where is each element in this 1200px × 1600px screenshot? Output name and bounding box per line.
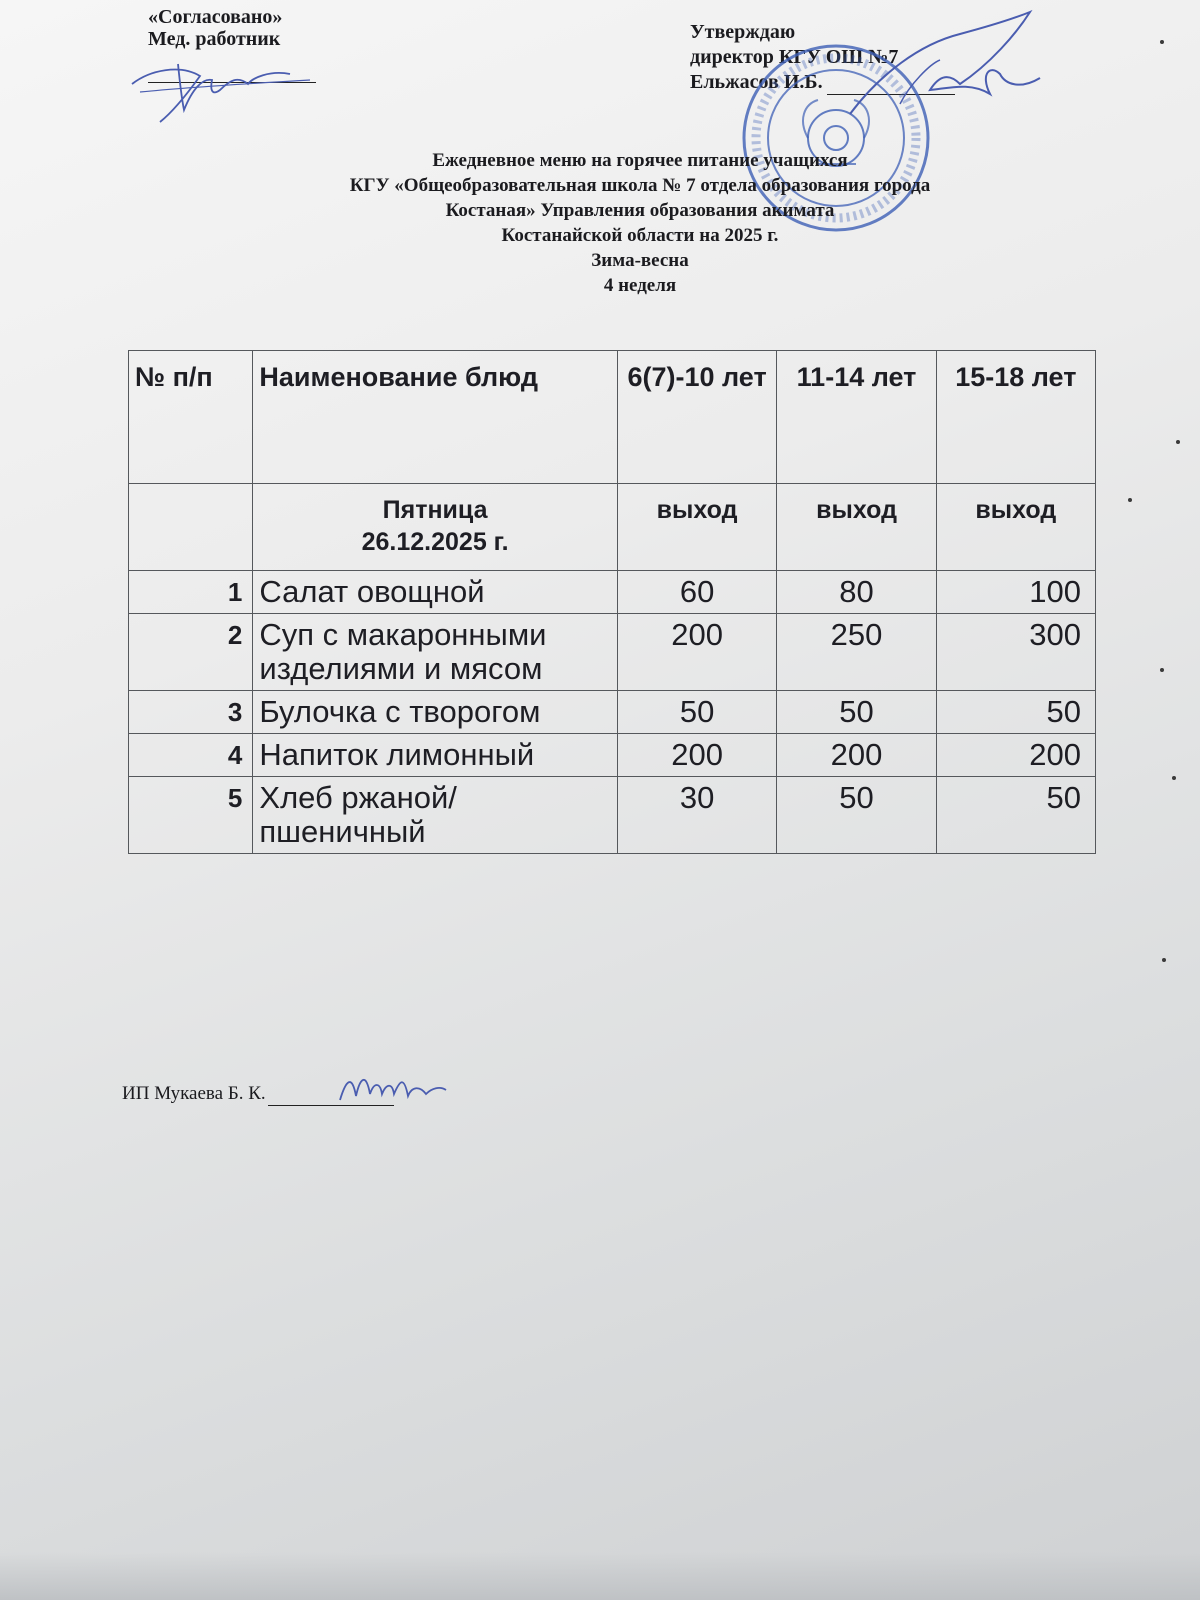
director-name: Ельжасов И.Б. xyxy=(690,71,823,93)
day-cell xyxy=(253,484,617,571)
row-number: 5 xyxy=(129,777,253,854)
paper-speck xyxy=(1176,440,1180,444)
dish-name: Булочка с творогом xyxy=(253,691,617,734)
header-dish-name: Наименование блюд xyxy=(253,351,617,484)
portion-15-18: 50 xyxy=(936,777,1095,854)
portion-6-10: 60 xyxy=(617,571,777,614)
portion-15-18: 300 xyxy=(936,614,1095,691)
approval-right-role: директор КГУ ОШ №7 xyxy=(690,46,899,68)
heading-line-3: Костаная» Управления образования акимата xyxy=(445,200,835,221)
medic-signature xyxy=(120,40,320,130)
supplier-signature xyxy=(334,1060,454,1120)
header-age-6-10: 6(7)-10 лет xyxy=(617,351,777,484)
table-row xyxy=(129,691,1096,734)
paper-bottom-shadow xyxy=(0,1552,1200,1600)
portion-6-10: 30 xyxy=(617,777,777,854)
heading-line-2: КГУ «Общеобразовательная школа № 7 отдела образования города xyxy=(349,175,931,196)
approval-left-title: «Согласовано» xyxy=(148,6,283,28)
portion-11-14: 200 xyxy=(777,734,936,777)
table-row xyxy=(129,734,1096,777)
portion-6-10: 200 xyxy=(617,734,777,777)
output-label-15-18: выход xyxy=(936,484,1095,571)
heading-line-1: Ежедневное меню на горячее питание учащихся xyxy=(432,150,848,171)
menu-date: 26.12.2025 г. xyxy=(361,528,509,556)
portion-11-14: 250 xyxy=(777,614,936,691)
weekday: Пятница xyxy=(382,496,488,524)
portion-11-14: 80 xyxy=(777,571,936,614)
director-signature xyxy=(840,4,1060,134)
dish-name: Суп с макаронными изделиями и мясом xyxy=(253,614,617,691)
portion-6-10: 200 xyxy=(617,614,777,691)
portion-15-18: 200 xyxy=(936,734,1095,777)
day-row-empty-cell xyxy=(129,484,253,571)
footer-signer-name: ИП Мукаева Б. К. xyxy=(122,1083,266,1104)
header-number: № п/п xyxy=(129,351,253,484)
dish-name: Напиток лимонный xyxy=(253,734,617,777)
output-label-11-14: выход xyxy=(777,484,936,571)
heading-line-4: Костанайской области на 2025 г. xyxy=(501,225,779,246)
paper-speck xyxy=(1160,668,1164,672)
header-age-11-14: 11-14 лет xyxy=(777,351,936,484)
paper-speck xyxy=(1172,776,1176,780)
portion-15-18: 50 xyxy=(936,691,1095,734)
portion-11-14: 50 xyxy=(777,691,936,734)
row-number: 3 xyxy=(129,691,253,734)
table-row xyxy=(129,571,1096,614)
heading-season: Зима-весна xyxy=(591,250,689,271)
row-number: 4 xyxy=(129,734,253,777)
output-label-6-10: выход xyxy=(617,484,777,571)
menu-heading xyxy=(200,148,1080,298)
portion-6-10: 50 xyxy=(617,691,777,734)
table-header-row xyxy=(129,351,1096,484)
paper-speck xyxy=(1162,958,1166,962)
row-number: 1 xyxy=(129,571,253,614)
heading-week: 4 неделя xyxy=(603,275,677,296)
paper-speck xyxy=(1160,40,1164,44)
table-row xyxy=(129,614,1096,691)
paper-speck xyxy=(1128,498,1132,502)
approval-left-role: Мед. работник xyxy=(148,28,281,50)
approval-right-title: Утверждаю xyxy=(690,21,796,43)
dish-name: Хлеб ржаной/пшеничный xyxy=(253,777,617,854)
menu-table xyxy=(128,350,1096,854)
portion-15-18: 100 xyxy=(936,571,1095,614)
row-number: 2 xyxy=(129,614,253,691)
portion-11-14: 50 xyxy=(777,777,936,854)
header-age-15-18: 15-18 лет xyxy=(936,351,1095,484)
day-row xyxy=(129,484,1096,571)
dish-name: Салат овощной xyxy=(253,571,617,614)
table-row xyxy=(129,777,1096,854)
